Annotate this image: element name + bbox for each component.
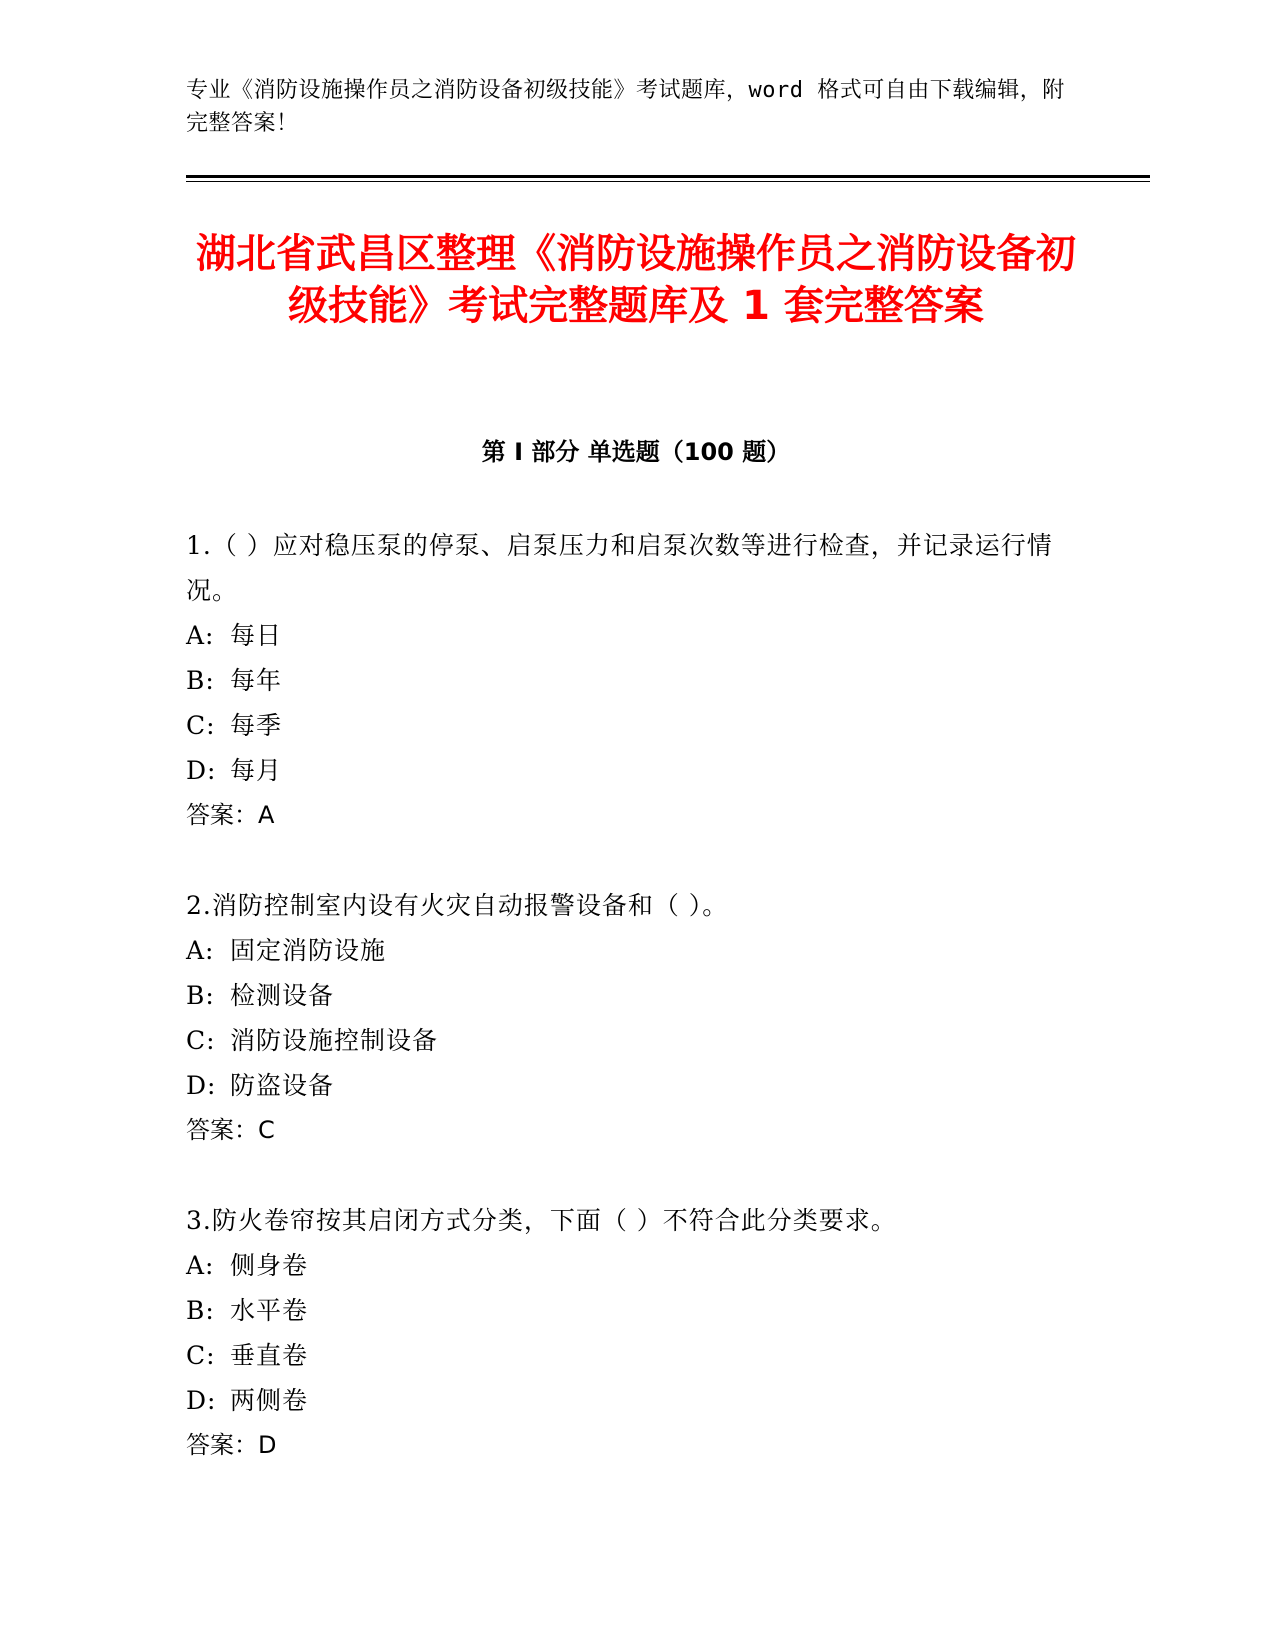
section-title: 第 I 部分 单选题（100 题） <box>481 438 791 466</box>
question-2 <box>186 883 1066 1153</box>
option-text: 每季 <box>230 711 283 740</box>
option-a <box>186 613 1066 658</box>
question-stem: 2.消防控制室内设有火灾自动报警设备和（ ）。 <box>186 891 729 920</box>
option-d <box>186 1378 1066 1423</box>
header-rule-thick <box>186 175 1150 178</box>
option-d <box>186 748 1066 793</box>
option-letter: B: <box>186 981 215 1010</box>
answer-line: 答案：A <box>186 801 275 829</box>
option-letter: D: <box>186 1071 217 1100</box>
option-letter: A: <box>186 936 215 965</box>
option-letter: B: <box>186 1296 215 1325</box>
option-a <box>186 1243 1066 1288</box>
option-text: 检测设备 <box>230 981 335 1010</box>
option-text: 固定消防设施 <box>230 936 387 965</box>
option-b <box>186 973 1066 1018</box>
option-text: 水平卷 <box>230 1296 309 1325</box>
option-text: 每月 <box>230 756 283 785</box>
option-c <box>186 1018 1066 1063</box>
option-b <box>186 1288 1066 1333</box>
question-3 <box>186 1198 1066 1468</box>
option-letter: A: <box>186 1251 215 1280</box>
option-text: 垂直卷 <box>230 1341 309 1370</box>
question-stem: 3.防火卷帘按其启闭方式分类，下面（ ）不符合此分类要求。 <box>186 1206 897 1235</box>
option-c <box>186 703 1066 748</box>
option-b <box>186 658 1066 703</box>
option-letter: B: <box>186 666 215 695</box>
option-text: 防盗设备 <box>230 1071 335 1100</box>
option-d <box>186 1063 1066 1108</box>
option-letter: A: <box>186 621 215 650</box>
answer-line: 答案：D <box>186 1431 277 1459</box>
question-stem: 1.（ ）应对稳压泵的停泵、启泵压力和启泵次数等进行检查，并记录运行情况。 <box>186 531 1053 605</box>
header-rule-thin <box>186 181 1150 182</box>
document-title: 湖北省武昌区整理《消防设施操作员之消防设备初级技能》考试完整题库及 1 套完整答案 <box>196 231 1076 329</box>
option-letter: C: <box>186 1341 216 1370</box>
option-letter: D: <box>186 756 217 785</box>
option-text: 每年 <box>230 666 283 695</box>
option-text: 消防设施控制设备 <box>230 1026 439 1055</box>
answer-line: 答案：C <box>186 1116 275 1144</box>
option-c <box>186 1333 1066 1378</box>
option-letter: D: <box>186 1386 217 1415</box>
header-note: 专业《消防设施操作员之消防设备初级技能》考试题库，word 格式可自由下载编辑，附完整答案！ <box>186 78 1065 136</box>
option-letter: C: <box>186 711 216 740</box>
question-1 <box>186 523 1066 838</box>
option-text: 每日 <box>230 621 283 650</box>
option-a <box>186 928 1066 973</box>
option-text: 两侧卷 <box>230 1386 309 1415</box>
option-text: 侧身卷 <box>230 1251 309 1280</box>
option-letter: C: <box>186 1026 216 1055</box>
